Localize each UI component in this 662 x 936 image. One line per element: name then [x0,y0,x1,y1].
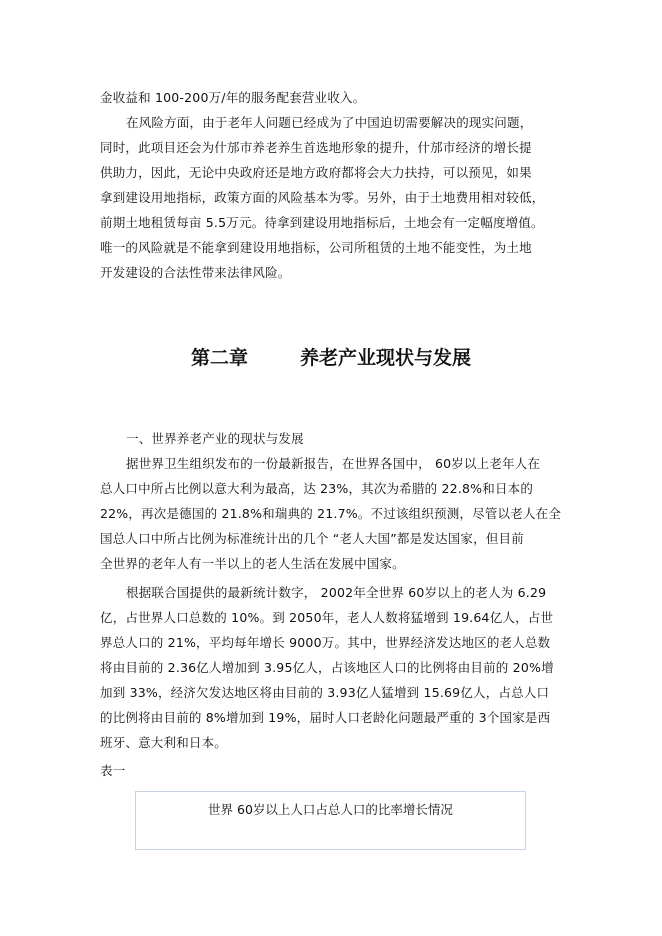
text-line: 据世界卫生组织发布的一份最新报告，在世界各国中， 60岁以上老年人在 [126,456,541,471]
table-label: 表一 [100,763,126,778]
chapter-title: 养老产业现状与发展 [300,347,472,369]
text-line: 总人口中所占比例以意大利为最高，达 23%，其次为希腊的 22.8%和日本的 [100,481,534,496]
table-caption: 世界 60岁以上人口占总人口的比率增长情况 [208,802,453,817]
text-line: 拿到建设用地指标，政策方面的风险基本为零。另外，由于土地费用相对较低， [100,190,545,205]
text-line: 唯一的风险就是不能拿到建设用地指标，公司所租赁的土地不能变性，为土地 [100,240,532,255]
section-heading: 一、世界养老产业的现状与发展 [126,431,304,446]
text-line: 国总人口中所占比例为标准统计出的几个 “老人大国”都是发达国家，但目前 [100,531,524,546]
text-line: 的比例将由目前的 8%增加到 19%，届时人口老龄化问题最严重的 3个国家是西 [100,710,551,725]
text-line: 全世界的老年人有一半以上的老人生活在发展中国家。 [100,556,405,571]
text-line: 班牙、意大利和日本。 [100,735,228,750]
chapter-number: 第二章 [190,347,248,369]
text-line: 同时，此项目还会为什邡市养老养生首选地形象的提升，什邡市经济的增长提 [100,140,532,155]
text-line: 根据联合国提供的最新统计数字， 2002年全世界 60岁以上的老人为 6.29 [126,585,547,600]
text-line: 亿，占世界人口总数的 10%。到 2050年，老人人数将猛增到 19.64亿人，占世 [100,610,554,625]
text-line: 前期土地租赁每亩 5.5万元。待拿到建设用地指标后，土地会有一定幅度增值。 [100,215,544,230]
text-line: 22%，再次是德国的 21.8%和瑞典的 21.7%。不过该组织预测，尽管以老人在全 [100,506,562,521]
text-line: 在风险方面，由于老年人问题已经成为了中国迫切需要解决的现实问题， [126,115,533,130]
text-line: 加到 33%，经济欠发达地区将由目前的 3.93亿人猛增到 15.69亿人，占总人口 [100,685,550,700]
text-line: 界总人口的 21%，平均每年增长 9000万。其中，世界经济发达地区的老人总数 [100,635,551,650]
text-line: 将由目前的 2.36亿人增加到 3.95亿人，占该地区人口的比例将由目前的 20%增 [100,660,554,675]
text-line: 供助力，因此，无论中央政府还是地方政府都将会大力扶持，可以预见，如果 [100,165,532,180]
chapter-heading [0,346,662,370]
text-line: 金收益和 100-200万/年的服务配套营业收入。 [100,90,366,105]
text-line: 开发建设的合法性带来法律风险。 [100,265,291,280]
table [135,791,526,850]
